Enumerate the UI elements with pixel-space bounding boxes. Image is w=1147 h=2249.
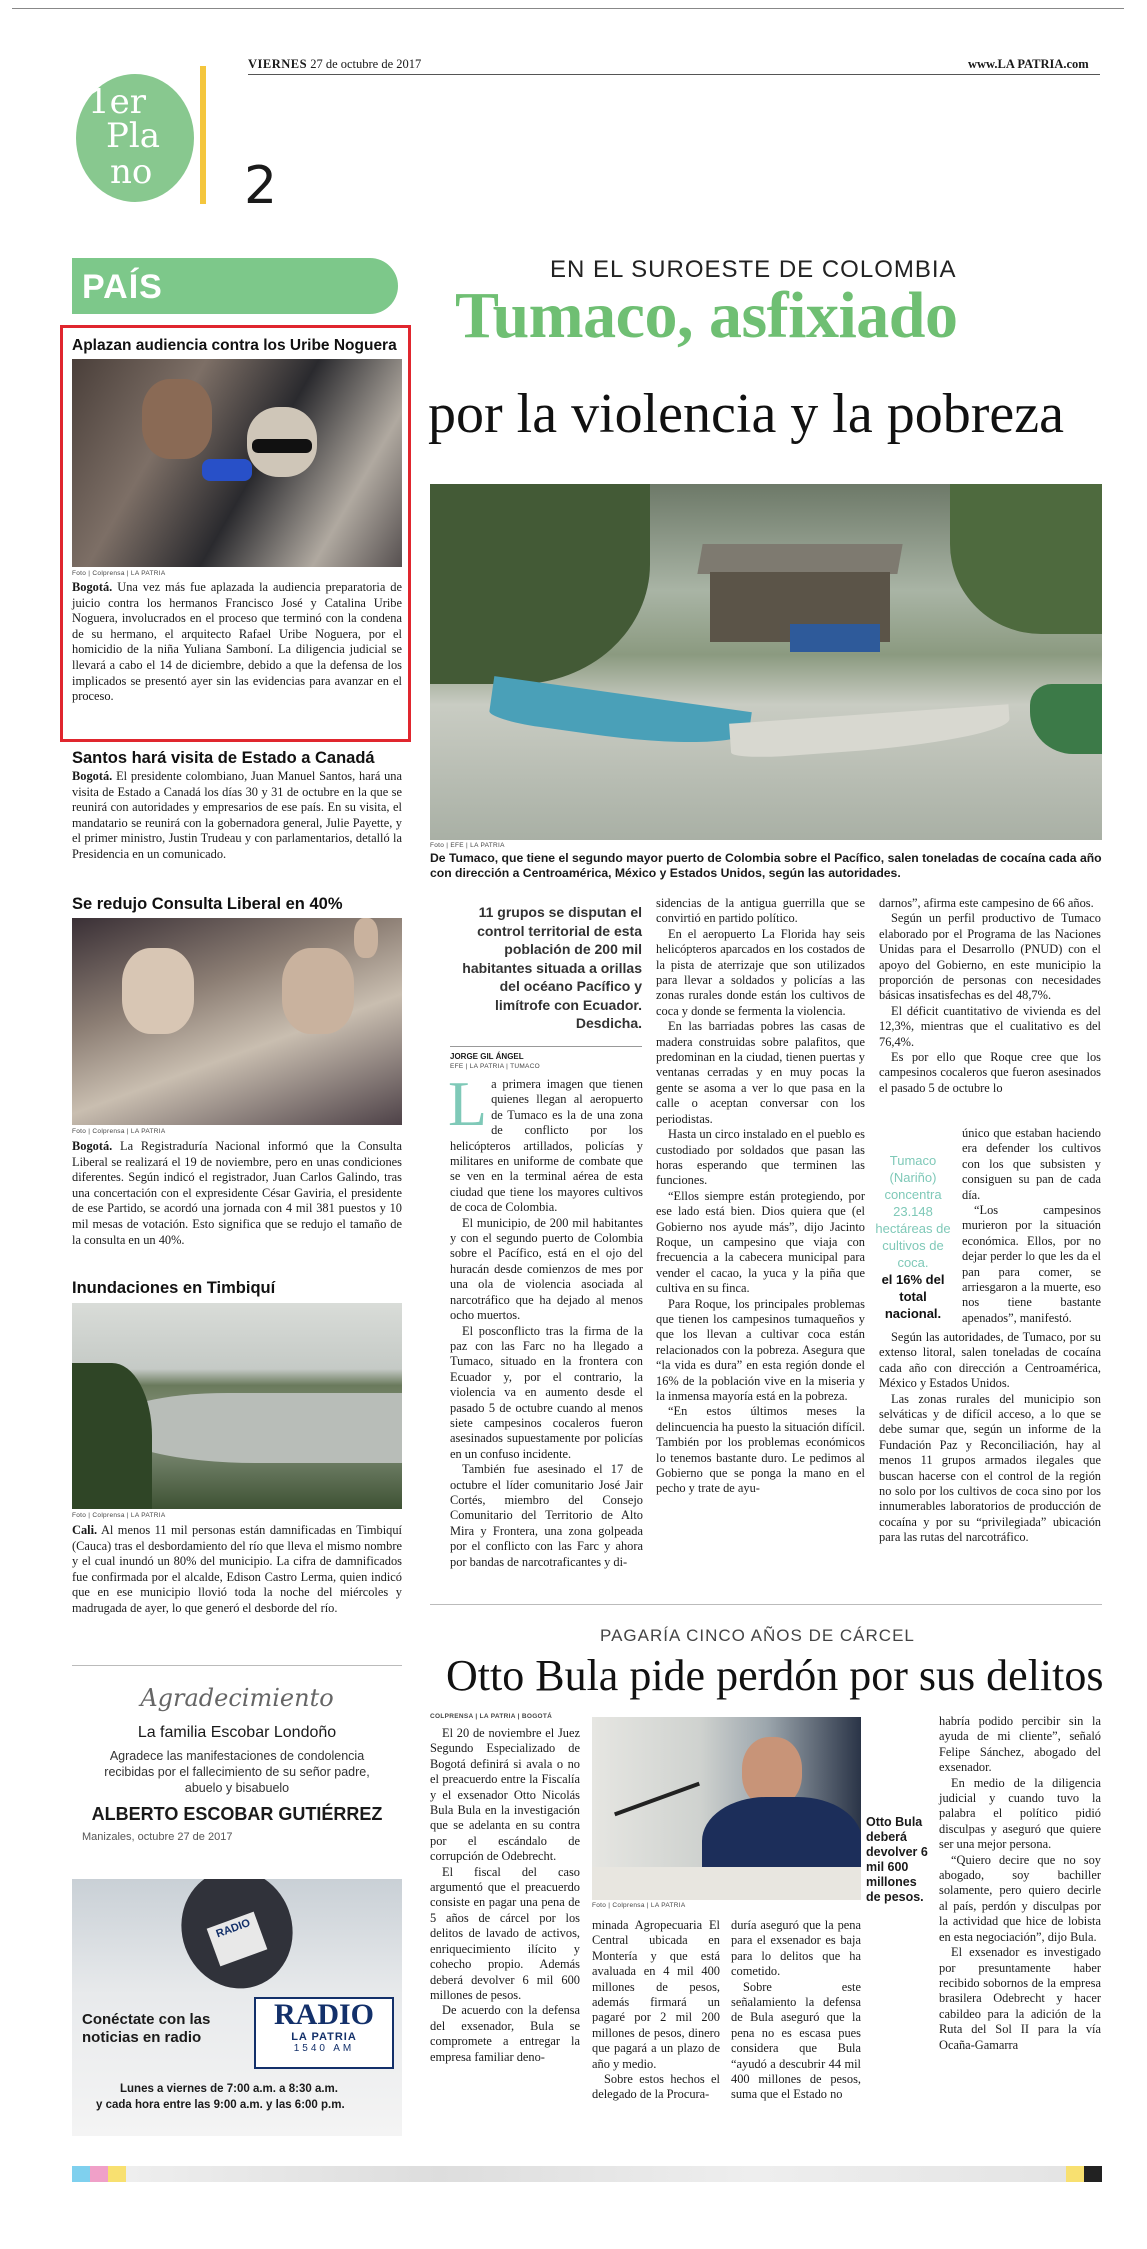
primer-plano-logo bbox=[72, 64, 204, 214]
photo-barrels bbox=[790, 624, 880, 652]
second-col1-p: De acuerdo con la defensa del exsenador, Bula se compromete a entregar la empresa familiar deno- bbox=[430, 2003, 580, 2064]
radio-logo-sub: LA PATRIA bbox=[291, 2031, 357, 2043]
main-col2-p7: “En estos últimos meses la delincuencia ha puesto la situación difícil. También por los problemas económicos lo tenemos bastante duro. Le pedimos al Gobierno que se ponga la mano en el pecho y trate de ayu- bbox=[656, 1404, 865, 1496]
byline-rule bbox=[450, 1046, 642, 1047]
main-photo bbox=[430, 484, 1102, 840]
story4-credit: Foto | Colprensa | LA PATRIA bbox=[72, 1512, 166, 1519]
story4-headline[interactable]: Inundaciones en Timbiquí bbox=[72, 1279, 276, 1297]
story4-text: Al menos 11 mil personas están damnificadas en Timbiquí (Cauca) tras el desbordamiento del río que lleva el mismo nombre y el cual inundó un 80% del municipio. La cifra de damnificados fue confirmada por el alcalde, Edison Castro Lerma, quien indicó que en ese municipio llovió toda la noche del miércoles y madrugada de ayer, lo que generó el desborde del río. bbox=[72, 1523, 402, 1615]
main-title-line1[interactable]: Tumaco, asfixiado bbox=[455, 279, 958, 352]
logo-yellow-bar bbox=[200, 66, 206, 204]
main-col2-p6: Para Roque, los principales problemas que tienen los campesinos tumaqueños y que los llevan a cultivar coca están relacionados con la pobreza. Asegura que “la vida es dura” en esta región donde el 16% de la población vive en la miseria y la inmensa mayoría está en la pobreza. bbox=[656, 1296, 865, 1403]
main-col2-p1: sidencias de la antigua guerrilla que se convirtió en partido político. bbox=[656, 896, 865, 926]
photo-palm bbox=[950, 484, 1102, 634]
radio-logo-frequency: 1540 AM bbox=[293, 2043, 355, 2054]
masthead-site[interactable]: www.LA PATRIA.com bbox=[968, 57, 1089, 71]
second-col4-p: El exsenador es investigado por presuntamente haber recibido sobornos de la empresa brasilera Odebrecht y hacer cabildeo para la adición de la Ruta del Sol II para la vía Ocaña-Gamarra bbox=[939, 1945, 1101, 2052]
story3-body bbox=[72, 1139, 402, 1248]
main-kicker: EN EL SUROESTE DE COLOMBIA bbox=[550, 256, 957, 283]
magenta-swatch bbox=[90, 2166, 108, 2182]
obituary-title: Agradecimiento bbox=[140, 1684, 334, 1712]
photo-trees bbox=[72, 1363, 152, 1509]
main-byline: JORGE GIL ÁNGEL bbox=[450, 1052, 524, 1061]
main-col1-p2: El municipio, de 200 mil habitantes y con el segundo puerto de Colombia sobre el Pacífico, está en el ojo del huracán desde comienzos de mes por una ola de violencia asociada al narcotráfico que ha dejado al menos ocho muertos. bbox=[450, 1215, 643, 1323]
factbox-highlight: el 16% del total nacional. bbox=[881, 1272, 945, 1321]
factbox bbox=[870, 1152, 956, 1322]
photo-boat-2 bbox=[729, 704, 1011, 759]
masthead-rule bbox=[12, 8, 1124, 9]
main-col1 bbox=[448, 1068, 643, 1570]
radio-logo-brand: RADIO bbox=[273, 1998, 374, 2031]
photo-sunglasses bbox=[252, 439, 312, 453]
story1-headline[interactable]: Aplazan audiencia contra los Uribe Noguera bbox=[72, 337, 397, 354]
story3-headline[interactable]: Se redujo Consulta Liberal en 40% bbox=[72, 895, 343, 913]
radio-headline-2: noticias en radio bbox=[82, 2029, 202, 2046]
second-top-rule bbox=[430, 1604, 1102, 1605]
logo-text-3: no bbox=[110, 152, 153, 192]
main-col3-p4b: único que estaban haciendo era defender los cultivos con los que subsisten y consiguen su pan de cada día. bbox=[962, 1126, 1101, 1202]
photo-figure-right bbox=[282, 948, 354, 1034]
photo-boat-3 bbox=[1030, 684, 1102, 754]
photo-house-roof bbox=[697, 544, 902, 574]
photo-desk bbox=[592, 1867, 861, 1900]
story1-photo bbox=[72, 359, 402, 567]
story2-headline[interactable]: Santos hará visita de Estado a Canadá bbox=[72, 749, 375, 767]
main-photo-caption: De Tumaco, que tiene el segundo mayor puerto de Colombia sobre el Pacífico, salen toneladas de cocaína cada año con dirección a Centroamérica, México y Estados Unidos, según las autoridades. bbox=[430, 851, 1102, 880]
main-col2-p2: En el aeropuerto La Florida hay seis helicópteros aparcados en los costados de la pista de aterrizaje que son utilizados para llevar a soldados y policías a las zonas rurales donde están los cultivos de coca y donde se fermenta la violencia. bbox=[656, 926, 865, 1018]
story3-lead: Bogotá. bbox=[72, 1139, 113, 1153]
photo-forest bbox=[430, 484, 650, 684]
story2-body bbox=[72, 769, 402, 863]
main-col3-p6: Según las autoridades, de Tumaco, por su extenso litoral, salen toneladas de cocaína cada año con dirección a Centroamérica, México y Estados Unidos. bbox=[879, 1330, 1101, 1391]
main-photo-credit: Foto | EFE | LA PATRIA bbox=[430, 842, 505, 849]
gray-gradient-bar bbox=[126, 2166, 1066, 2182]
story2-lead: Bogotá. bbox=[72, 769, 113, 783]
story3-credit: Foto | Colprensa | LA PATRIA bbox=[72, 1128, 166, 1135]
cyan-swatch bbox=[72, 2166, 90, 2182]
story1-credit: Foto | Colprensa | LA PATRIA bbox=[72, 570, 166, 577]
second-col1 bbox=[430, 1726, 580, 2065]
main-byline-sub: EFE | LA PATRIA | TUMACO bbox=[450, 1063, 541, 1070]
second-col2 bbox=[592, 1918, 720, 2103]
photo-figure-left bbox=[122, 948, 194, 1034]
main-summary: 11 grupos se disputan el control territorial de esta población de 200 mil habitantes situada a orillas del océano Pacífico y limítrofe con Ecuador. Desdicha. bbox=[462, 904, 642, 1031]
second-kicker: PAGARÍA CINCO AÑOS DE CÁRCEL bbox=[600, 1626, 915, 1645]
main-col1-first-text: a primera imagen que tienen quienes llegan al aeropuerto de Tumaco es la de una zona de conflicto por los helicópteros artillados, policías y militares en uniforme de combate que se ven en la terminal aérea de esta ciudad que tiene los mayores cultivos de coca de Colombia. bbox=[450, 1077, 643, 1215]
main-col3-lower bbox=[962, 1126, 1101, 1326]
second-col3-p: duría aseguró que la pena para el exsenador es baja para lo delitos que ha cometido. bbox=[731, 1918, 861, 1979]
logo-text-2: Pla bbox=[106, 116, 161, 156]
obituary-place-date: Manizales, octubre 27 de 2017 bbox=[82, 1831, 233, 1843]
main-col2-p3: En las barriadas pobres las casas de madera construidas sobre palafitos, que predominan en la ciudad, tienen puertas y ventanas cerradas y en muy pocas la gente se asoma a ver lo que pasa en la calle o aceptan conversar con los periodistas. bbox=[656, 1019, 865, 1126]
bula-photo bbox=[592, 1717, 861, 1900]
main-col3-p2: Según un perfil productivo de Tumaco elaborado por el Programa de las Naciones Unidas para el Desarrollo (PNUD) con el apoyo del Gobierno, en este municipio la proporción de personas con necesidades básicas insatisfechas es del 48,7%. bbox=[879, 911, 1101, 1003]
main-col2-p5: “Ellos siempre están protegiendo, por ese lado está bien. Dios quiera que (el Gobierno nos ayude más”, dijo Jacinto Roque, un campesino que viaja con frecuencia a la cabecera municipal para vender el cacao, la yuca y la piña que cultiva en su finca. bbox=[656, 1188, 865, 1296]
second-col2-p: Sobre estos hechos el delegado de la Procura- bbox=[592, 2072, 720, 2102]
second-col4 bbox=[939, 1714, 1101, 2053]
photo-microphones bbox=[202, 459, 252, 481]
story2-text: El presidente colombiano, Juan Manuel Santos, hará una visita de Estado a Canadá los días 30 y 31 de octubre en la que se reunirá con autoridades y empresarios de ese país. En su visita, el mandatario se reunirá con la gobernadora general, Julie Payette, y el primer ministro, Justin Trudeau y con parlamentarios, detalló la Presidencia en un comunicado. bbox=[72, 769, 403, 861]
photo-river bbox=[112, 1393, 402, 1463]
radio-schedule-1: Lunes a viernes de 7:00 a.m. a 8:30 a.m. bbox=[120, 2083, 338, 2095]
second-col3 bbox=[731, 1918, 861, 2103]
second-col4-p: En medio de la diligencia judicial y cuando tuvo la palabra el político pidió disculpas y aseguró que quiere ser una mejor persona. bbox=[939, 1775, 1101, 1852]
story4-lead: Cali. bbox=[72, 1523, 98, 1537]
story1-lead: Bogotá. bbox=[72, 580, 113, 594]
second-col3-p: Sobre este señalamiento la defensa de Bula aseguró que la pena no es escasa pues considera que Bula “ayudó a descubrir 44 mil 400 millones de pesos, suma que el Estado no bbox=[731, 1979, 861, 2102]
masthead-top-rule bbox=[248, 74, 1100, 75]
factbox-text: Tumaco (Nariño) concentra 23.148 hectáreas de cultivos de coca. bbox=[875, 1153, 951, 1270]
main-dropcap: L bbox=[448, 1068, 488, 1139]
masthead-date bbox=[248, 57, 421, 72]
section-label: PAÍS bbox=[82, 268, 163, 306]
radio-schedule-2: y cada hora entre las 9:00 a.m. y las 6:00 p.m. bbox=[96, 2099, 345, 2111]
masthead-date-text: 27 de octubre de 2017 bbox=[310, 57, 422, 71]
story4-photo bbox=[72, 1303, 402, 1509]
main-col2-p4: Hasta un circo instalado en el pueblo es custodiado por soldados que pasan las horas esperando que terminen las funciones. bbox=[656, 1127, 865, 1188]
obituary-message: Agradece las manifestaciones de condolencia recibidas por el fallecimiento de su señor padre, abuelo y bisabuelo bbox=[104, 1749, 370, 1795]
obituary-name: ALBERTO ESCOBAR GUTIÉRREZ bbox=[91, 1804, 383, 1824]
second-col4-p: “Quiero decire que no soy abogado, soy bachiller solamente, pero quiero decirle al país, perdón y disculpas por la actividad que hice de lobista en esta negociación”, dijo Bula. bbox=[939, 1852, 1101, 1944]
logo-text-1: 1er bbox=[88, 82, 147, 122]
main-col3-p7: Las zonas rurales del municipio son selváticas y de difícil acceso, a lo que se debe sumar que, según un informe de la Fundación Paz y Reconciliación, hay al menos 11 grupos armados ilegales que buscan hacerse con el control de la región no solo por los cultivos de coca sino por los innumerables laboratorios de producción de cocaína y por su “privilegiada” ubicación para las rutas del narcotráfico. bbox=[879, 1391, 1101, 1545]
photo-raised-hand bbox=[354, 918, 378, 958]
obituary-family: La familia Escobar Londoño bbox=[137, 1724, 337, 1741]
main-col3-p5: “Los campesinos murieron por la situación económica. Ellos, por no dejar perder lo que les da el pan para comer, se arriesgaron a la muerte, eso nos tiene bastante apenados”, manifestó. bbox=[962, 1203, 1101, 1325]
story3-text: La Registraduría Nacional informó que la Consulta Liberal se realizará el 19 de noviembre, pero en unas condiciones diferentes. Según indicó el registrador, Juan Carlos Galindo, tras una concertación con el expresidente César Gaviria, el presidente de ese Partido, se acordó una jornada con 4 mil 381 puestos y 10 mil mesas de votación. Esto significa que se redujo el tamaño de la consulta en un 40%. bbox=[72, 1139, 402, 1247]
second-col2-p: minada Agropecuaria El Central ubicada en Montería y que está avaluada en 4 mil 400 millones de pesos, además firmará un pagaré por 2 mil 200 millones de pesos, dinero que pagará a un plazo de año y medio. bbox=[592, 1918, 720, 2071]
second-byline: COLPRENSA | LA PATRIA | BOGOTÁ bbox=[430, 1713, 553, 1720]
main-col1-p4: También fue asesinado el 17 de octubre el líder comunitario José Jair Cortés, miembro del Consejo Comunitario del Territorio de Alto Mira y Frontera, una zona golpeada por el conflicto con las Farc y ahora por bandas de narcotraficantes y di- bbox=[450, 1462, 643, 1569]
radio-headline-1: Conéctate con las bbox=[82, 2011, 211, 2028]
radio-ad[interactable] bbox=[72, 1879, 402, 2136]
second-col1-p: El 20 de noviembre el Juez Segundo Especializado de Bogotá definirá si avala o no el preacuerdo entre la Fiscalía y el exsenador Otto Nicolás Bula Bula en la investigación que se adelanta en su contra por el escándalo de corrupción de Odebrecht. bbox=[430, 1726, 580, 1864]
radio-mic-brand: RADIO bbox=[214, 1916, 252, 1941]
main-title-line2[interactable]: por la violencia y la pobreza bbox=[428, 383, 1064, 445]
story3-photo bbox=[72, 918, 402, 1125]
obituary-box bbox=[72, 1665, 402, 1857]
second-col1-p: El fiscal del caso argumentó que el preacuerdo consiste en pagar una pena de 5 años de cárcel por los delitos de lavado de activos, enriquecimiento ilícito y cohecho propio. Además deberá devolver 6 mil 600 millones de pesos. bbox=[430, 1864, 580, 2002]
photo-microphone-stand bbox=[614, 1782, 700, 1817]
page-number: 2 bbox=[244, 156, 278, 216]
second-photo-caption: Otto Bula deberá devolver 6 mil 600 millones de pesos. bbox=[866, 1815, 928, 1904]
main-col1-first bbox=[448, 1068, 643, 1216]
photo-figure-man bbox=[142, 379, 212, 459]
radio-logo bbox=[254, 1997, 394, 2069]
yellow-swatch bbox=[108, 2166, 126, 2182]
main-col3-p1: darnos”, afirma este campesino de 66 años. bbox=[879, 896, 1094, 910]
photo-boat-1 bbox=[488, 676, 752, 756]
black-swatch bbox=[1084, 2166, 1102, 2182]
main-col2 bbox=[656, 896, 865, 1497]
second-title[interactable]: Otto Bula pide perdón por sus delitos bbox=[446, 1651, 1104, 1700]
story1-body bbox=[72, 580, 402, 705]
main-col3 bbox=[879, 896, 1101, 1096]
story1-text: Una vez más fue aplazada la audiencia preparatoria de juicio contra los hermanos Francisco José y Catalina Uribe Noguera, involucrados en el proceso que terminó con la condena de su hermano, el arquitecto Rafael Uribe Noguera, por el homicidio de la niña Yuliana Samboní. La diligencia judicial se llevará a cabo el 14 de diciembre, debido a que la defensa de los implicados se presentó ayer sin las evidencias para avanzar en el proceso. bbox=[72, 580, 402, 704]
second-photo-credit: Foto | Colprensa | LA PATRIA bbox=[592, 1902, 686, 1909]
masthead-day: VIERNES bbox=[248, 57, 308, 71]
registration-bar bbox=[72, 2166, 1102, 2182]
main-col3-p3: El déficit cuantitativo de vivienda es del 12,3%, mientras que el cualitativo es del 76,4%. bbox=[879, 1003, 1101, 1049]
main-col1-p3: El posconflicto tras la firma de la paz con las Farc no ha llegado a Tumaco, situado en la frontera con Ecuador y, por el contrario, la violencia va en aumento desde el pasado 5 de octubre cuando al menos siete campesinos cocaleros fueron asesinados supuestamente por policías en un confuso incidente. bbox=[450, 1323, 643, 1461]
main-col3-p4: Es por ello que Roque cree que los campesinos cocaleros que fueron asesinados el pasado 5 de octubre lo bbox=[879, 1050, 1101, 1095]
yellow-swatch-right bbox=[1066, 2166, 1084, 2182]
story4-body bbox=[72, 1523, 402, 1617]
main-col3-tail bbox=[879, 1330, 1101, 1546]
second-col4-p: habría podido percibir sin la ayuda de mi cliente”, señaló Felipe Sánchez, abogado del exsenador. bbox=[939, 1714, 1101, 1775]
